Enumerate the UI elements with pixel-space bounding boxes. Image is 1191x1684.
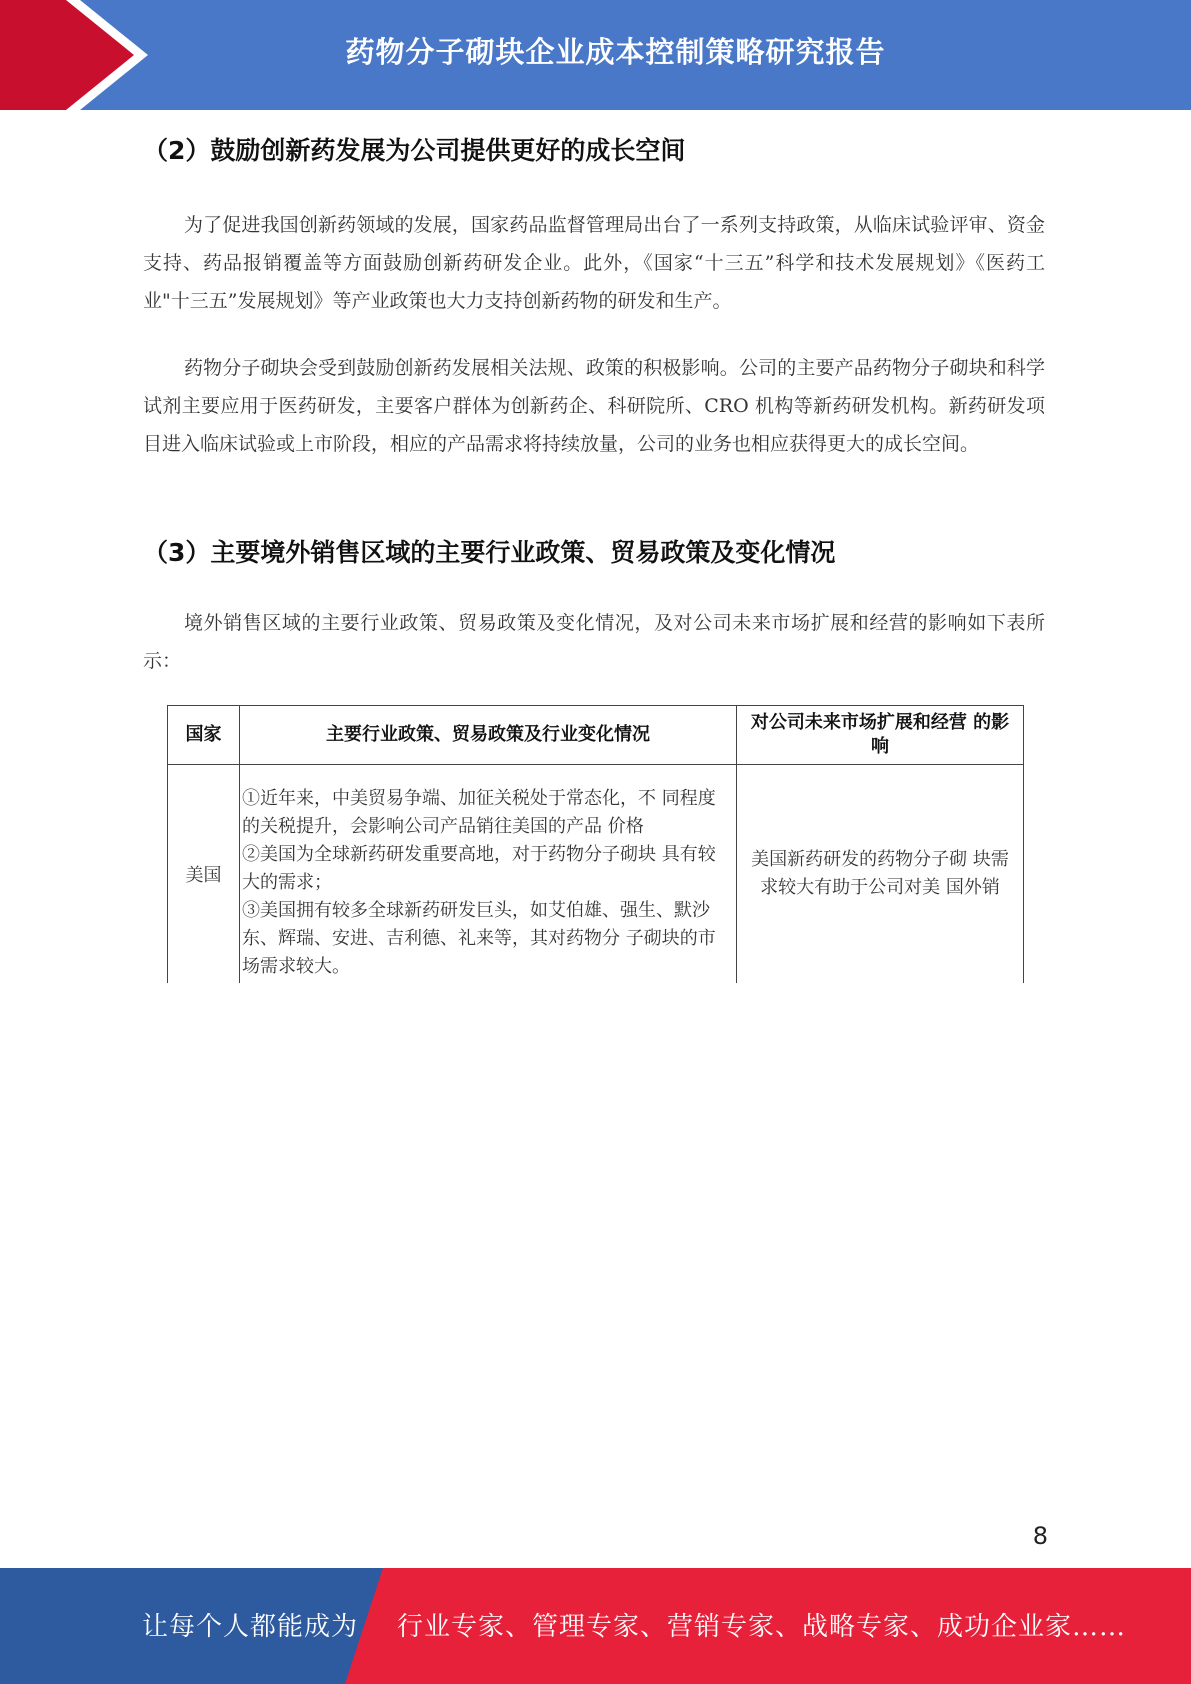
section-3-paragraph: 境外销售区域的主要行业政策、贸易政策及变化情况，及对公司未来市场扩展和经营的影响如下表所示： [143, 612, 1045, 672]
footer-banner [0, 1568, 1191, 1684]
column-header-impact: 对公司未来市场扩展和经营 的影响 [737, 706, 1024, 765]
section-2-heading: （2）鼓励创新药发展为公司提供更好的成长空间 [143, 136, 686, 165]
report-title: 药物分子砌块企业成本控制策略研究报告 [345, 34, 886, 69]
page-number: 8 [1032, 1522, 1048, 1550]
footer-slogan-right: 行业专家、管理专家、营销专家、战略专家、成功企业家…… [397, 1612, 1127, 1642]
policy-line-1: ①近年来，中美贸易争端、加征关税处于常态化，不 同程度的关税提升，会影响公司产品销往美国的产品 价格 [242, 788, 716, 837]
cell-impact: 美国新药研发的药物分子砌 块需求较大有助于公司对美 国外销 [737, 765, 1024, 984]
table-row [168, 765, 1024, 984]
policy-line-3: ③美国拥有较多全球新药研发巨头，如艾伯雄、强生、默沙东、辉瑞、安进、吉利德、礼来等，其对药物分 子砌块的市场需求较大。 [242, 900, 716, 977]
section-2-paragraph-2: 药物分子砌块会受到鼓励创新药发展相关法规、政策的积极影响。公司的主要产品药物分子砌块和科学试剂主要应用于医药研发，主要客户群体为创新药企、科研院所、CRO 机构等新药研发机构。新药研发项目进入临床试验或上市阶段，相应的产品需求将持续放量，公司的业务也相应获得更大的成长空间。 [143, 357, 1045, 455]
policy-line-2: ②美国为全球新药研发重要高地，对于药物分子砌块 具有较大的需求； [242, 844, 716, 893]
cell-policy [240, 765, 737, 984]
section-2-paragraph-1: 为了促进我国创新药领域的发展，国家药品监督管理局出台了一系列支持政策，从临床试验评审、资金支持、药品报销覆盖等方面鼓励创新药研发企业。此外，《国家“十三五”科学和技术发展规划》《医药工业"十三五”发展规划》等产业政策也大力支持创新药物的研发和生产。 [143, 214, 1045, 312]
section-3-heading: （3）主要境外销售区域的主要行业政策、贸易政策及变化情况 [143, 538, 836, 567]
column-header-country: 国家 [168, 706, 240, 765]
table-header-row [168, 706, 1024, 765]
cell-country: 美国 [168, 765, 240, 984]
header-banner [0, 0, 1191, 110]
column-header-policy: 主要行业政策、贸易政策及行业变化情况 [240, 706, 737, 765]
policy-table [167, 705, 1024, 983]
footer-slogan-left: 让每个人都能成为 [142, 1612, 359, 1642]
